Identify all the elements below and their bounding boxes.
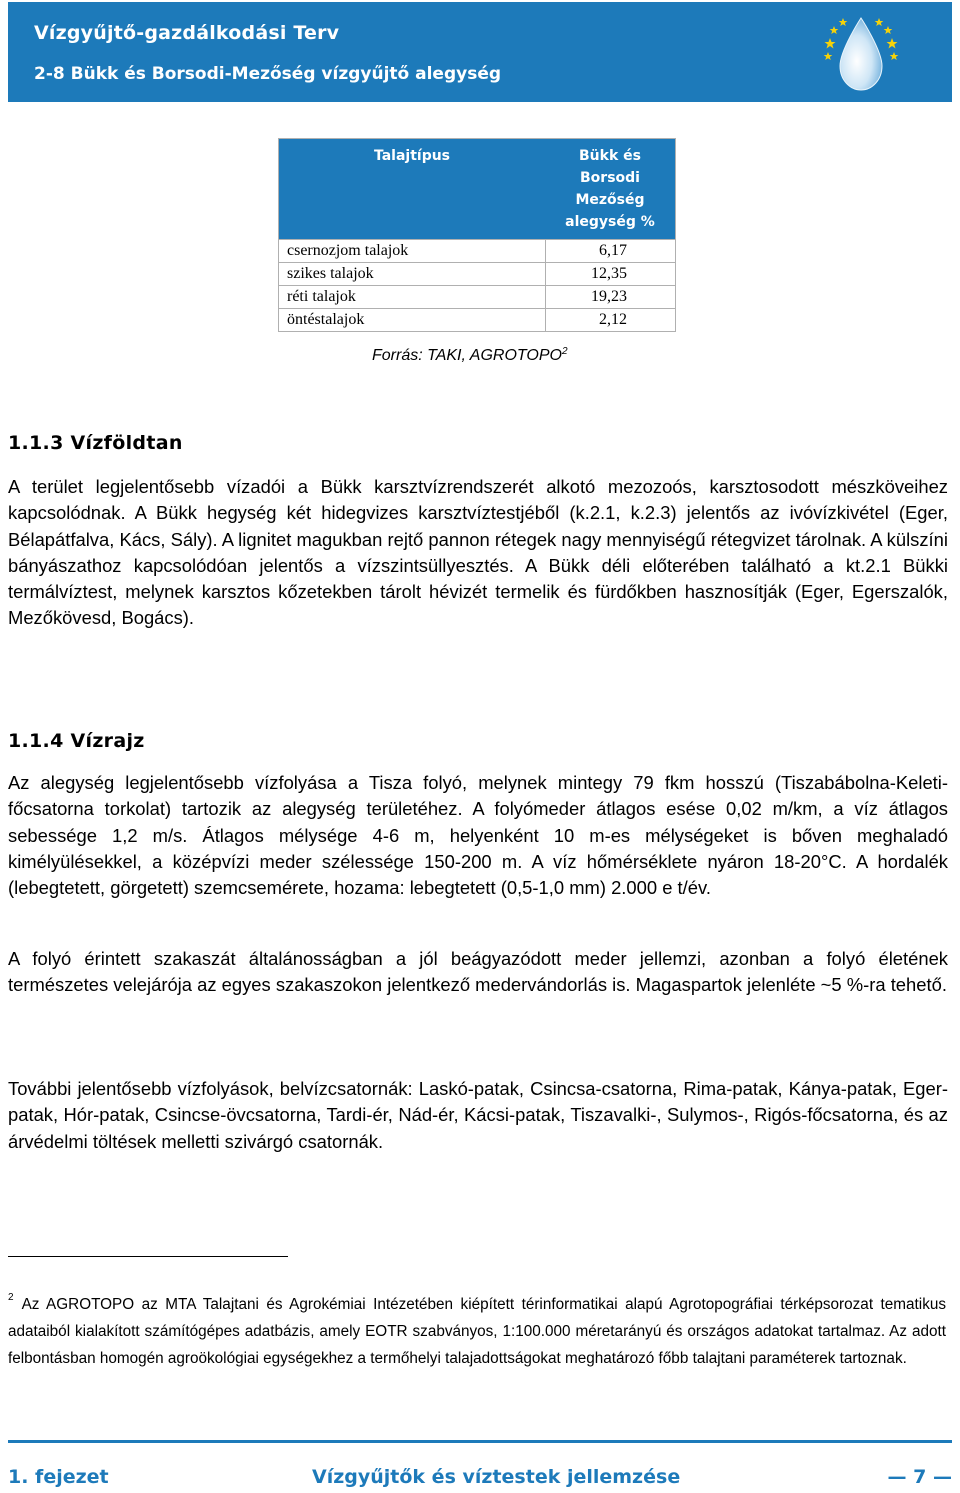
table-row	[279, 240, 676, 263]
footnote	[8, 1284, 946, 1372]
column-header-soil-type: Talajtípus	[279, 139, 546, 240]
section-paragraph: Az alegység legjelentősebb vízfolyása a Tisza folyó, melynek mintegy 79 fkm hosszú (Tiszabábolna-Keleti-főcsatorna torkolat) tartozik az alegység területéhez. A folyómeder átlagos esése 0,02 m/km, a víz átlagos sebessége 1,2 m/s. Átlagos mélysége 4-6 m, helyenként 10 m-es mélységeket is bőven meghaladó kimélyülésekkel, a középvízi meder szélessége 150-200 m. A víz hőmérséklete nyáron 18-20°C. A hordalék (lebegtetett, görgetett) szemcsemérete, hozama: lebegtetett (0,5-1,0 mm) 2.000 e t/év.	[8, 772, 948, 899]
section-heading-vizrajz: 1.1.4 Vízrajz	[8, 730, 145, 752]
table-row	[279, 309, 676, 332]
footer-chapter: 1. fejezet	[8, 1466, 109, 1488]
soil-type-cell: öntéstalajok	[279, 309, 546, 332]
column-header-line: alegység %	[565, 214, 655, 230]
footnote-text: Az AGROTOPO az MTA Talajtani és Agrokémiai Intézetében kiépített térinformatikai alapú Agrotopográfiai térképsorozat tematikus adataiból kialakított számítógépes adatbázis, amely EOTR szabványos, 1:100.000 méretarányú és országos adatokat tartalmaz. Az adott felbontásban homogén agroökológiai egységekhez a termőhelyi talajadottságokat meghatározó főbb talajtani paraméterek tartoznak.	[8, 1296, 946, 1367]
document-subtitle: 2-8 Bükk és Borsodi-Mezőség vízgyűjtő alegység	[34, 64, 502, 84]
section-paragraph: További jelentősebb vízfolyások, belvízcsatornák: Laskó-patak, Csincsa-csatorna, Rima-patak, Kánya-patak, Eger-patak, Hór-patak, Csincse-övcsatorna, Tardi-ér, Nád-ér, Kácsi-patak, Tiszavalki-, Sulymos-, Rigós-főcsatorna, és az árvédelmi töltések melletti szivárgó csatornák.	[8, 1078, 948, 1152]
soil-type-table	[278, 138, 676, 332]
page-header	[8, 2, 952, 102]
section-paragraph: A folyó érintett szakaszát általánosságban a jól beágyazódott meder jellemzi, azonban a folyó életének természetes velejárója az egyes szakaszokon jelentkező medervándorlás is. Magaspartok jelenléte ~5 %-ra tehető.	[8, 948, 948, 996]
footer-title: Vízgyűjtők és víztestek jellemzése	[312, 1466, 681, 1488]
column-header-percentage	[545, 139, 676, 240]
column-header-line: Mezőség	[575, 192, 645, 208]
soil-type-cell: szikes talajok	[279, 263, 546, 286]
section-heading-vizfoldtan: 1.1.3 Vízföldtan	[8, 432, 183, 454]
percentage-cell: 12,35	[545, 263, 676, 286]
source-text: Forrás: TAKI, AGROTOPO	[372, 347, 562, 364]
water-drop-logo-icon	[816, 8, 906, 98]
soil-type-cell: csernozjom talajok	[279, 240, 546, 263]
percentage-cell: 19,23	[545, 286, 676, 309]
page-number: — 7 —	[887, 1466, 952, 1488]
table-row	[279, 286, 676, 309]
percentage-cell: 6,17	[545, 240, 676, 263]
table-source-caption	[372, 346, 568, 365]
footnote-number: 2	[8, 1292, 14, 1303]
table-row	[279, 263, 676, 286]
column-header-line: Bükk és	[579, 148, 641, 164]
section-paragraph: A terület legjelentősebb vízadói a Bükk karsztvízrendszerét alkotó mezozoós, karsztosodott mészköveihez kapcsolódnak. A Bükk hegység két hidegvizes karsztvíztestjéből (k.2.1, k.2.3) jelentős az ivóvízkivétel (Eger, Bélapátfalva, Kács, Sály). A lignitet magukban rejtő pannon rétegek nagy mennyiségű rétegvizet tárolnak. A külszíni bányászathoz kapcsolódóan jelentős a vízszintsüllyesztés. A Bükk déli előterében található a kt.2.1 Bükki termálvíztest, melynek karsztos kőzetekben tárolt hévizét termelik és fürdőkben hasznosítják (Eger, Egerszalók, Mezőkövesd, Bogács).	[8, 476, 948, 629]
document-title: Vízgyűjtő-gazdálkodási Terv	[34, 22, 340, 44]
footnote-reference: 2	[561, 346, 568, 357]
footer-divider	[8, 1440, 952, 1443]
percentage-cell: 2,12	[545, 309, 676, 332]
column-header-line: Borsodi	[580, 170, 640, 186]
table-header-row	[279, 139, 676, 240]
footnote-separator	[8, 1256, 288, 1257]
soil-type-cell: réti talajok	[279, 286, 546, 309]
